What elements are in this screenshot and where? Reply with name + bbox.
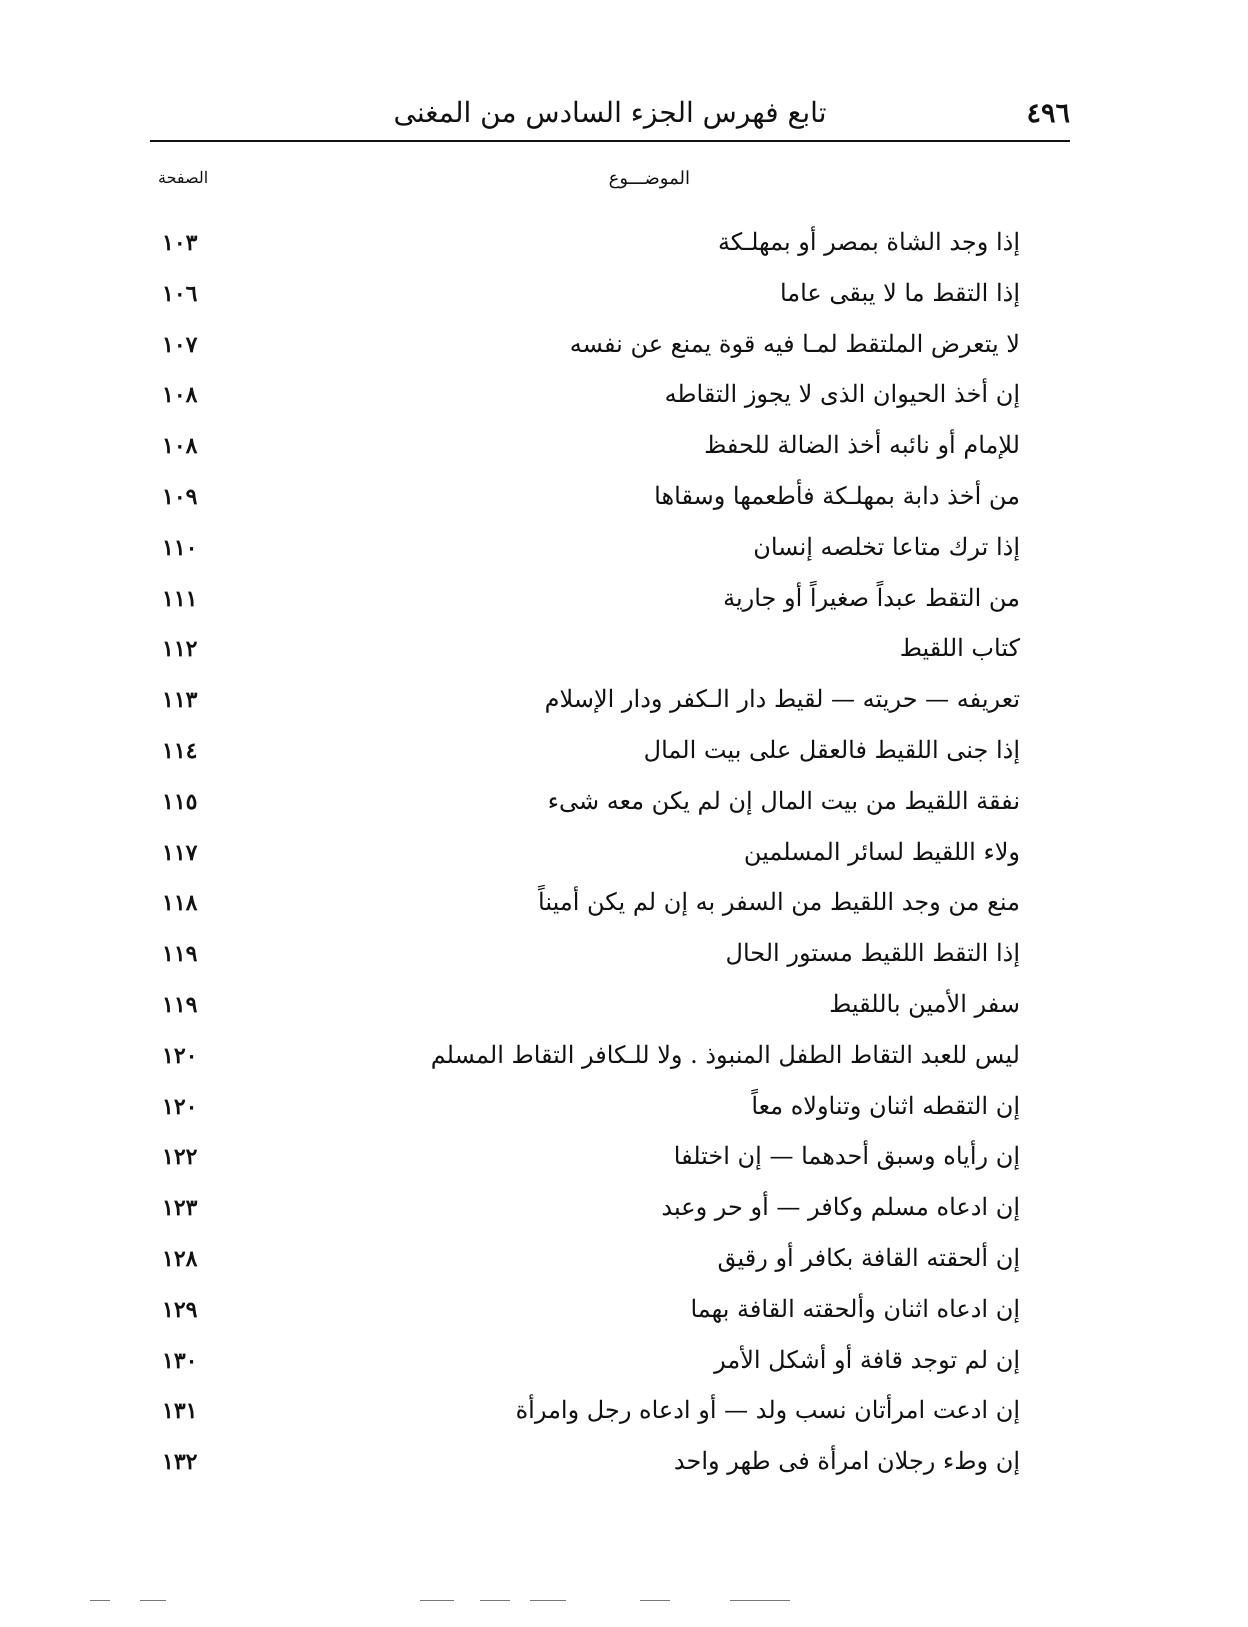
entry-title: إذا ترك متاعا تخلصه إنسان (753, 532, 1020, 561)
entry-page-number: ١٢٨ (162, 1245, 198, 1272)
entry-page-number: ١١٨ (162, 890, 198, 917)
scan-footer-marks (90, 1600, 850, 1604)
entry-title: إذا وجد الشاة بمصر أو بمهلـكة (717, 228, 1020, 256)
index-entry (150, 1086, 1020, 1137)
entry-page-number: ١٢٣ (162, 1195, 198, 1222)
entry-title: إن ألحقته القافة بكافر أو رقيق (717, 1243, 1020, 1272)
index-entry (150, 1390, 1020, 1441)
entry-title: للإمام أو نائبه أخذ الضالة للحفظ (704, 431, 1020, 460)
entry-title: من أخذ دابة بمهلـكة فأطعمها وسقاها (654, 481, 1020, 510)
entry-page-number: ١٠٣ (162, 230, 198, 256)
index-entry (150, 933, 1020, 984)
entry-page-number: ١٠٩ (162, 483, 198, 510)
entry-page-number: ١٣٢ (162, 1449, 198, 1476)
entry-title: إن لم توجد قافة أو أشكل الأمر (714, 1345, 1020, 1374)
entry-title: تعريفه — حريته — لقيط دار الـكفر ودار الإسلام (544, 685, 1020, 714)
entry-title: إن رأياه وسبق أحدهما — إن اختلفا (673, 1142, 1020, 1171)
index-entry (150, 882, 1020, 933)
index-entry (150, 578, 1020, 629)
header-rule (150, 140, 1070, 142)
index-entry (150, 324, 1020, 375)
page-column-header: الصفحة (158, 168, 209, 187)
index-entry (150, 1187, 1020, 1238)
entry-page-number: ١٢٠ (162, 1042, 198, 1069)
index-entry (150, 1289, 1020, 1340)
running-title: تابع فهرس الجزء السادس من المغنى (393, 96, 827, 129)
entry-page-number: ١١٩ (162, 941, 198, 968)
index-entry (150, 374, 1020, 425)
index-entry (150, 222, 1020, 273)
entry-title: إن ادعاه مسلم وكافر — أو حر وعبد (661, 1193, 1020, 1222)
page-number: ٤٩٦ (1026, 98, 1070, 129)
entry-page-number: ١٢٢ (162, 1144, 198, 1171)
entry-page-number: ١١٢ (162, 636, 198, 663)
index-entry (150, 425, 1020, 476)
entry-page-number: ١٣٠ (162, 1347, 198, 1374)
entry-page-number: ١٣١ (162, 1398, 198, 1425)
entry-page-number: ١١٥ (162, 788, 198, 815)
index-entry (150, 730, 1020, 781)
entry-page-number: ١١٣ (162, 687, 198, 714)
entry-page-number: ١٠٦ (162, 280, 198, 307)
entry-title: إن ادعاه اثنان وألحقته القافة بهما (690, 1294, 1020, 1323)
entry-title: إن أخذ الحيوان الذى لا يجوز التقاطه (664, 380, 1020, 409)
index-entry (150, 832, 1020, 883)
entry-title: إن وطء رجلان امرأة فى طهر واحد (673, 1447, 1020, 1476)
page-header (150, 92, 1070, 136)
entry-title: سفر الأمين باللقيط (829, 989, 1020, 1018)
entry-page-number: ١٢٩ (162, 1296, 198, 1323)
index-entry (150, 628, 1020, 679)
index-entry (150, 1441, 1020, 1492)
entry-title: نفقة اللقيط من بيت المال إن لم يكن معه شىء (547, 786, 1020, 815)
entry-title: كتاب اللقيط (899, 634, 1020, 663)
entry-page-number: ١١٤ (162, 737, 198, 764)
index-entries (150, 222, 1020, 1492)
index-entry (150, 1340, 1020, 1391)
index-entry (150, 273, 1020, 324)
index-entry (150, 679, 1020, 730)
entry-title: إن التقطه اثنان وتناولاه معاً (751, 1091, 1020, 1120)
entry-title: منع من وجد اللقيط من السفر به إن لم يكن أميناً (538, 888, 1020, 917)
entry-title: إن ادعت امرأتان نسب ولد — أو ادعاه رجل وامرأة (515, 1396, 1020, 1425)
entry-title: لا يتعرض الملتقط لمـا فيه قوة يمنع عن نفسه (569, 329, 1020, 358)
index-entry (150, 527, 1020, 578)
entry-title: ولاء اللقيط لسائر المسلمين (743, 837, 1020, 866)
entry-page-number: ١١١ (162, 585, 198, 612)
index-entry (150, 1136, 1020, 1187)
topic-column-header: الموضـــوع (608, 168, 690, 189)
index-entry (150, 476, 1020, 527)
index-entry (150, 1238, 1020, 1289)
entry-title: إذا التقط اللقيط مستور الحال (725, 939, 1020, 968)
entry-title: من التقط عبداً صغيراً أو جارية (723, 583, 1020, 612)
index-entry (150, 984, 1020, 1035)
entry-page-number: ١٢٠ (162, 1093, 198, 1120)
entry-page-number: ١٠٧ (162, 331, 198, 358)
entry-title: ليس للعبد التقاط الطفل المنبوذ . ولا للـكافر التقاط المسلم (430, 1040, 1020, 1069)
entry-page-number: ١١٠ (162, 534, 198, 561)
entry-page-number: ١١٩ (162, 991, 198, 1018)
index-entry (150, 1035, 1020, 1086)
entry-title: إذا جنى اللقيط فالعقل على بيت المال (643, 735, 1020, 764)
entry-page-number: ١١٧ (162, 839, 198, 866)
entry-title: إذا التقط ما لا يبقى عاما (779, 278, 1020, 307)
index-entry (150, 781, 1020, 832)
entry-page-number: ١٠٨ (162, 382, 198, 409)
column-headers (150, 168, 1070, 198)
entry-page-number: ١٠٨ (162, 433, 198, 460)
